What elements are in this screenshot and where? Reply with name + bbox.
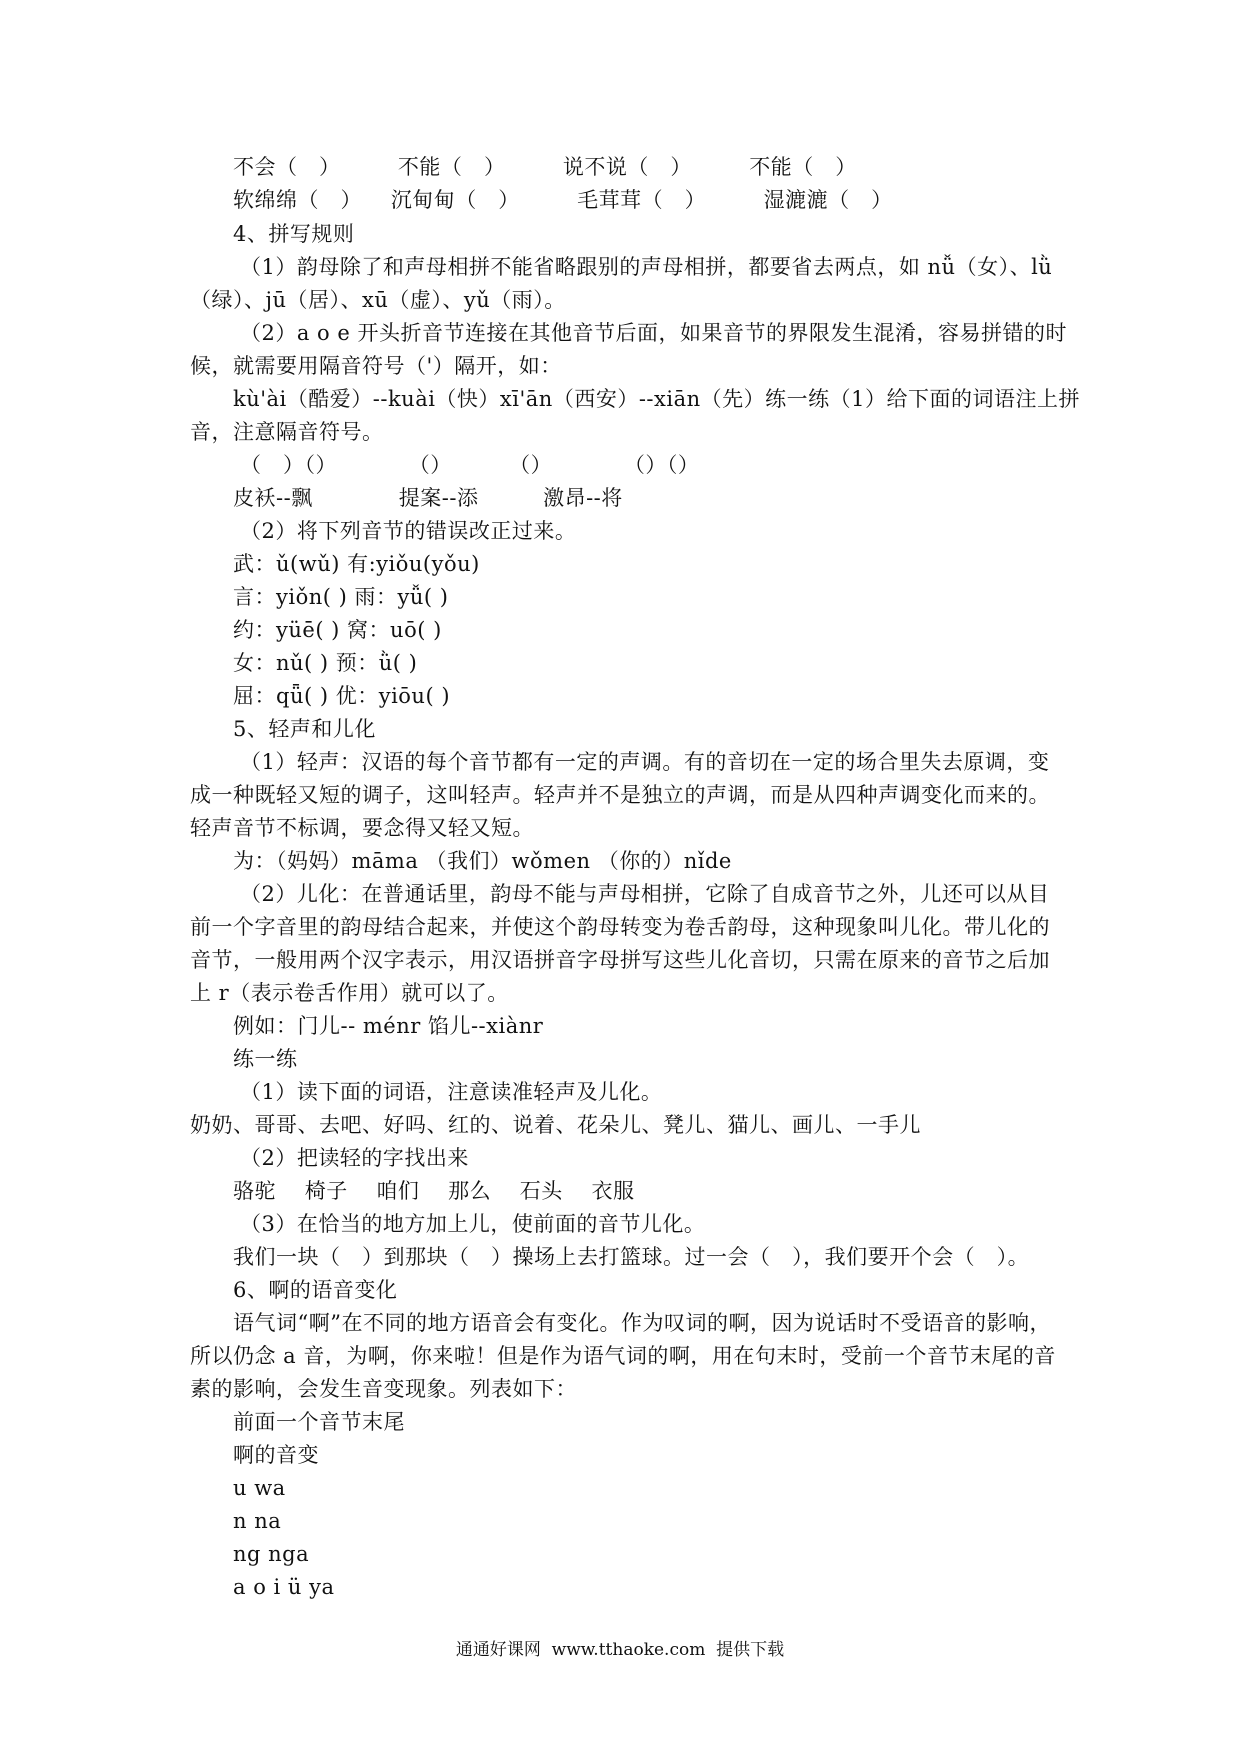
text-line: 成一种既轻又短的调子，这叫轻声。轻声并不是独立的声调，而是从四种声调变化而来的。 — [190, 783, 1050, 807]
text-line: 练一练 — [233, 1047, 298, 1071]
text-line: ng nga — [233, 1542, 310, 1566]
text-line: （2）将下列音节的错误改正过来。 — [240, 519, 577, 543]
text-line: 候，就需要用隔音符号（'）隔开，如： — [190, 354, 562, 378]
text-line: 屈：qǖ( ) 优：yiōu( ) — [233, 684, 451, 708]
text-line: 不会（ ） 不能（ ） 说不说（ ） 不能（ ） — [233, 155, 857, 179]
text-line: n na — [233, 1509, 282, 1533]
text-line: 语气词“啊”在不同的地方语音会有变化。作为叹词的啊，因为说话时不受语音的影响， — [233, 1311, 1051, 1335]
text-line: （ ）（） （） （） （）（） — [240, 453, 700, 477]
text-line: （2）a o e 开头折音节连接在其他音节后面，如果音节的界限发生混淆，容易拼错的时 — [240, 321, 1067, 345]
section-heading: 4、拼写规则 — [233, 222, 355, 246]
page-footer: 通通好课网 www.tthaoke.com 提供下载 — [455, 1640, 785, 1660]
text-line: 前面一个音节末尾 — [233, 1410, 405, 1434]
section-heading: 5、轻声和儿化 — [233, 717, 376, 741]
text-line: （绿）、jū（居）、xū（虚）、yǔ（雨）。 — [190, 288, 566, 312]
text-line: kù'ài（酷爱）--kuài（快）xī'ān（西安）--xiān（先）练一练（1）给下面的词语注上拼 — [233, 387, 1080, 411]
text-line: u wa — [233, 1476, 286, 1500]
text-line: 女：nǔ( ) 预：ǜ( ) — [233, 651, 418, 675]
text-line: 上 r（表示卷舌作用）就可以了。 — [190, 981, 509, 1005]
text-line: 我们一块（ ）到那块（ ）操场上去打篮球。过一会（ ），我们要开个会（ ）。 — [233, 1245, 1030, 1269]
text-line: 武：ǔ(wǔ) 有:yiǒu(yǒu) — [233, 552, 480, 576]
text-line: 奶奶、哥哥、去吧、好吗、红的、说着、花朵儿、凳儿、猫儿、画儿、一手儿 — [190, 1113, 921, 1137]
text-line: （1）韵母除了和声母相拼不能省略跟别的声母相拼，都要省去两点，如 nǚ（女）、lǜ — [240, 255, 1053, 279]
text-line: 轻声音节不标调，要念得又轻又短。 — [190, 816, 534, 840]
text-line: （1）读下面的词语，注意读准轻声及儿化。 — [240, 1080, 663, 1104]
text-line: 例如：门儿-- ménr 馅儿--xiànr — [233, 1014, 544, 1038]
text-line: a o i ü ya — [233, 1575, 335, 1599]
text-line: 为：（妈妈）māma （我们）wǒmen （你的）nǐde — [233, 849, 732, 873]
text-line: （2）把读轻的字找出来 — [240, 1146, 469, 1170]
text-line: 音节，一般用两个汉字表示，用汉语拼音字母拼写这些儿化音切，只需在原来的音节之后加 — [190, 948, 1050, 972]
text-line: 前一个字音里的韵母结合起来，并使这个韵母转变为卷舌韵母，这种现象叫儿化。带儿化的 — [190, 915, 1050, 939]
text-line: （2）儿化：在普通话里，韵母不能与声母相拼，它除了自成音节之外，儿还可以从目 — [240, 882, 1050, 906]
text-line: 骆驼 椅子 咱们 那么 石头 衣服 — [233, 1179, 635, 1203]
text-line: 皮袄--飘 提案--添 激昂--将 — [233, 486, 623, 510]
text-line: 软绵绵（ ） 沉甸甸（ ） 毛茸茸（ ） 湿漉漉（ ） — [233, 188, 893, 212]
text-line: 所以仍念 a 音，为啊，你来啦！但是作为语气词的啊，用在句末时，受前一个音节末尾的音 — [190, 1344, 1056, 1368]
text-line: 啊的音变 — [233, 1443, 319, 1467]
text-line: 素的影响，会发生音变现象。列表如下： — [190, 1377, 577, 1401]
text-line: 言：yiǒn( ) 雨：yǚ( ) — [233, 585, 449, 609]
text-line: （3）在恰当的地方加上儿，使前面的音节儿化。 — [240, 1212, 706, 1236]
text-line: （1）轻声：汉语的每个音节都有一定的声调。有的音切在一定的场合里失去原调，变 — [240, 750, 1050, 774]
text-line: 约：yüē( ) 窝：uō( ) — [233, 618, 442, 642]
text-line: 音，注意隔音符号。 — [190, 420, 384, 444]
section-heading: 6、啊的语音变化 — [233, 1278, 398, 1302]
